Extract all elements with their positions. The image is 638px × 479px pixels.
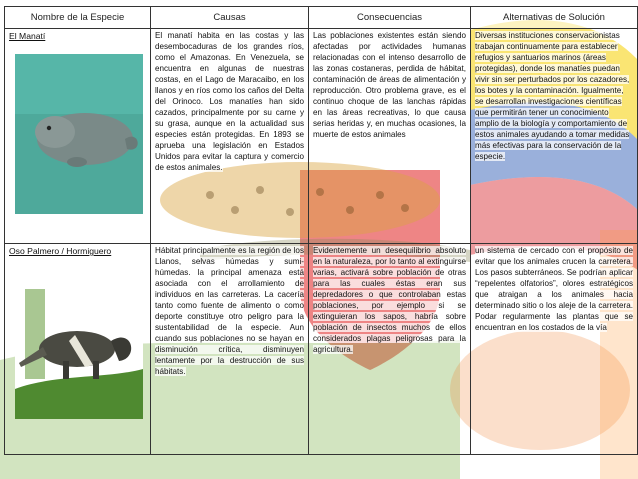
table-row xyxy=(5,29,638,244)
causas-cell xyxy=(151,244,309,455)
alternativas-text: un sistema de cercado con el propósito de evitar que los animales crucen la carretera. Los pasos subterráneos. Se podrían aplicar “repelentes olfatorios”, olores estratégicos que atraigan a los animales hacia determinado sitio o los aleje de la carretera. Podar regularmente las plantas que se encuentran en los costados de la vía xyxy=(475,246,633,332)
causas-text: Hábitat principalmente es la región de los Llanos, selvas húmedas y sumi-húmedas. la principal amenaza está asociada con el arrollamiento de individuos en las carreteras. La cacería tanto como fuente de alimento o como deporte constituye otro peligro para la sustentabilidad de la especie. Aun cuando sus poblaciones no se hayan en disminución crítica, disminuyen lentamente por la destrucción de sus hábitats. xyxy=(155,246,304,376)
causas-cell xyxy=(151,29,309,244)
header-causas: Causas xyxy=(151,7,309,29)
header-row xyxy=(5,7,638,29)
consecuencias-text: Evidentemente un desequilibrio absoluto en la naturaleza, por lo tanto al extinguirse varias, activará sobre población de otras para las cuales éstas eran sus depredadores o que controlaban estas poblaciones, por ejemplo si se extinguieran los sapos, habría sobre población de insectos muchos de ellos considerados plagas peligrosas para la agricultura. xyxy=(313,246,466,354)
header-nombre: Nombre de la Especie xyxy=(5,7,151,29)
anteater-image xyxy=(15,269,143,419)
species-table xyxy=(4,6,638,455)
header-alternativas: Alternativas de Solución xyxy=(471,7,638,29)
causas-text: El manatí habita en las costas y las desembocaduras de los grandes ríos, como el Amazonas. En Venezuela, se encuentra en algunas de nuestras costas, en el Lago de Maracaibo, en los llanos y en ríos como los caños del Delta del Orinoco. Los manatíes han sido cazados, principalmente por su carne y su grasa, aunque en la actualidad sus especies están protegidas. En 1893 se aprueba una legislación en Estados Unidos para evitar la captura y comercio de estos animales. xyxy=(155,31,304,172)
consecuencias-text: Las poblaciones existentes están siendo afectadas por actividades humanas relacionadas con el intenso desarrollo de las zonas costaneras, perdida de hábitat, contaminación de áreas de alimentación y reproducción. Otro problema grave, es el continuo choque de las lanchas rápidas en las áreas recreativas, lo que causa serias heridas y, en muchas ocasiones, la muerte de estos animales xyxy=(313,31,466,139)
species-name: El Manatí xyxy=(9,31,46,41)
alternativas-cell xyxy=(471,29,638,244)
species-name-cell xyxy=(5,29,151,244)
alternativas-text: Diversas instituciones conservacionistas trabajan continuamente para establecer refugios y santuarios marinos (áreas protegidas), donde los manatíes puedan vivir sin ser perturbados por los cazadores, los botes y la contaminación. Igualmente, se desarrollan investigaciones científicas que permitirán tener un conocimiento amplio de la biología y comportamiento de estos animales ayudando a tomar medidas más efectivas para la conservación de la especie. xyxy=(475,31,630,161)
consecuencias-cell xyxy=(309,29,471,244)
alternativas-cell xyxy=(471,244,638,455)
species-name: Oso Palmero / Hormiguero xyxy=(9,246,112,256)
species-name-cell xyxy=(5,244,151,455)
manatee-image xyxy=(15,54,143,214)
table-row xyxy=(5,244,638,455)
header-consecuencias: Consecuencias xyxy=(309,7,471,29)
consecuencias-cell xyxy=(309,244,471,455)
